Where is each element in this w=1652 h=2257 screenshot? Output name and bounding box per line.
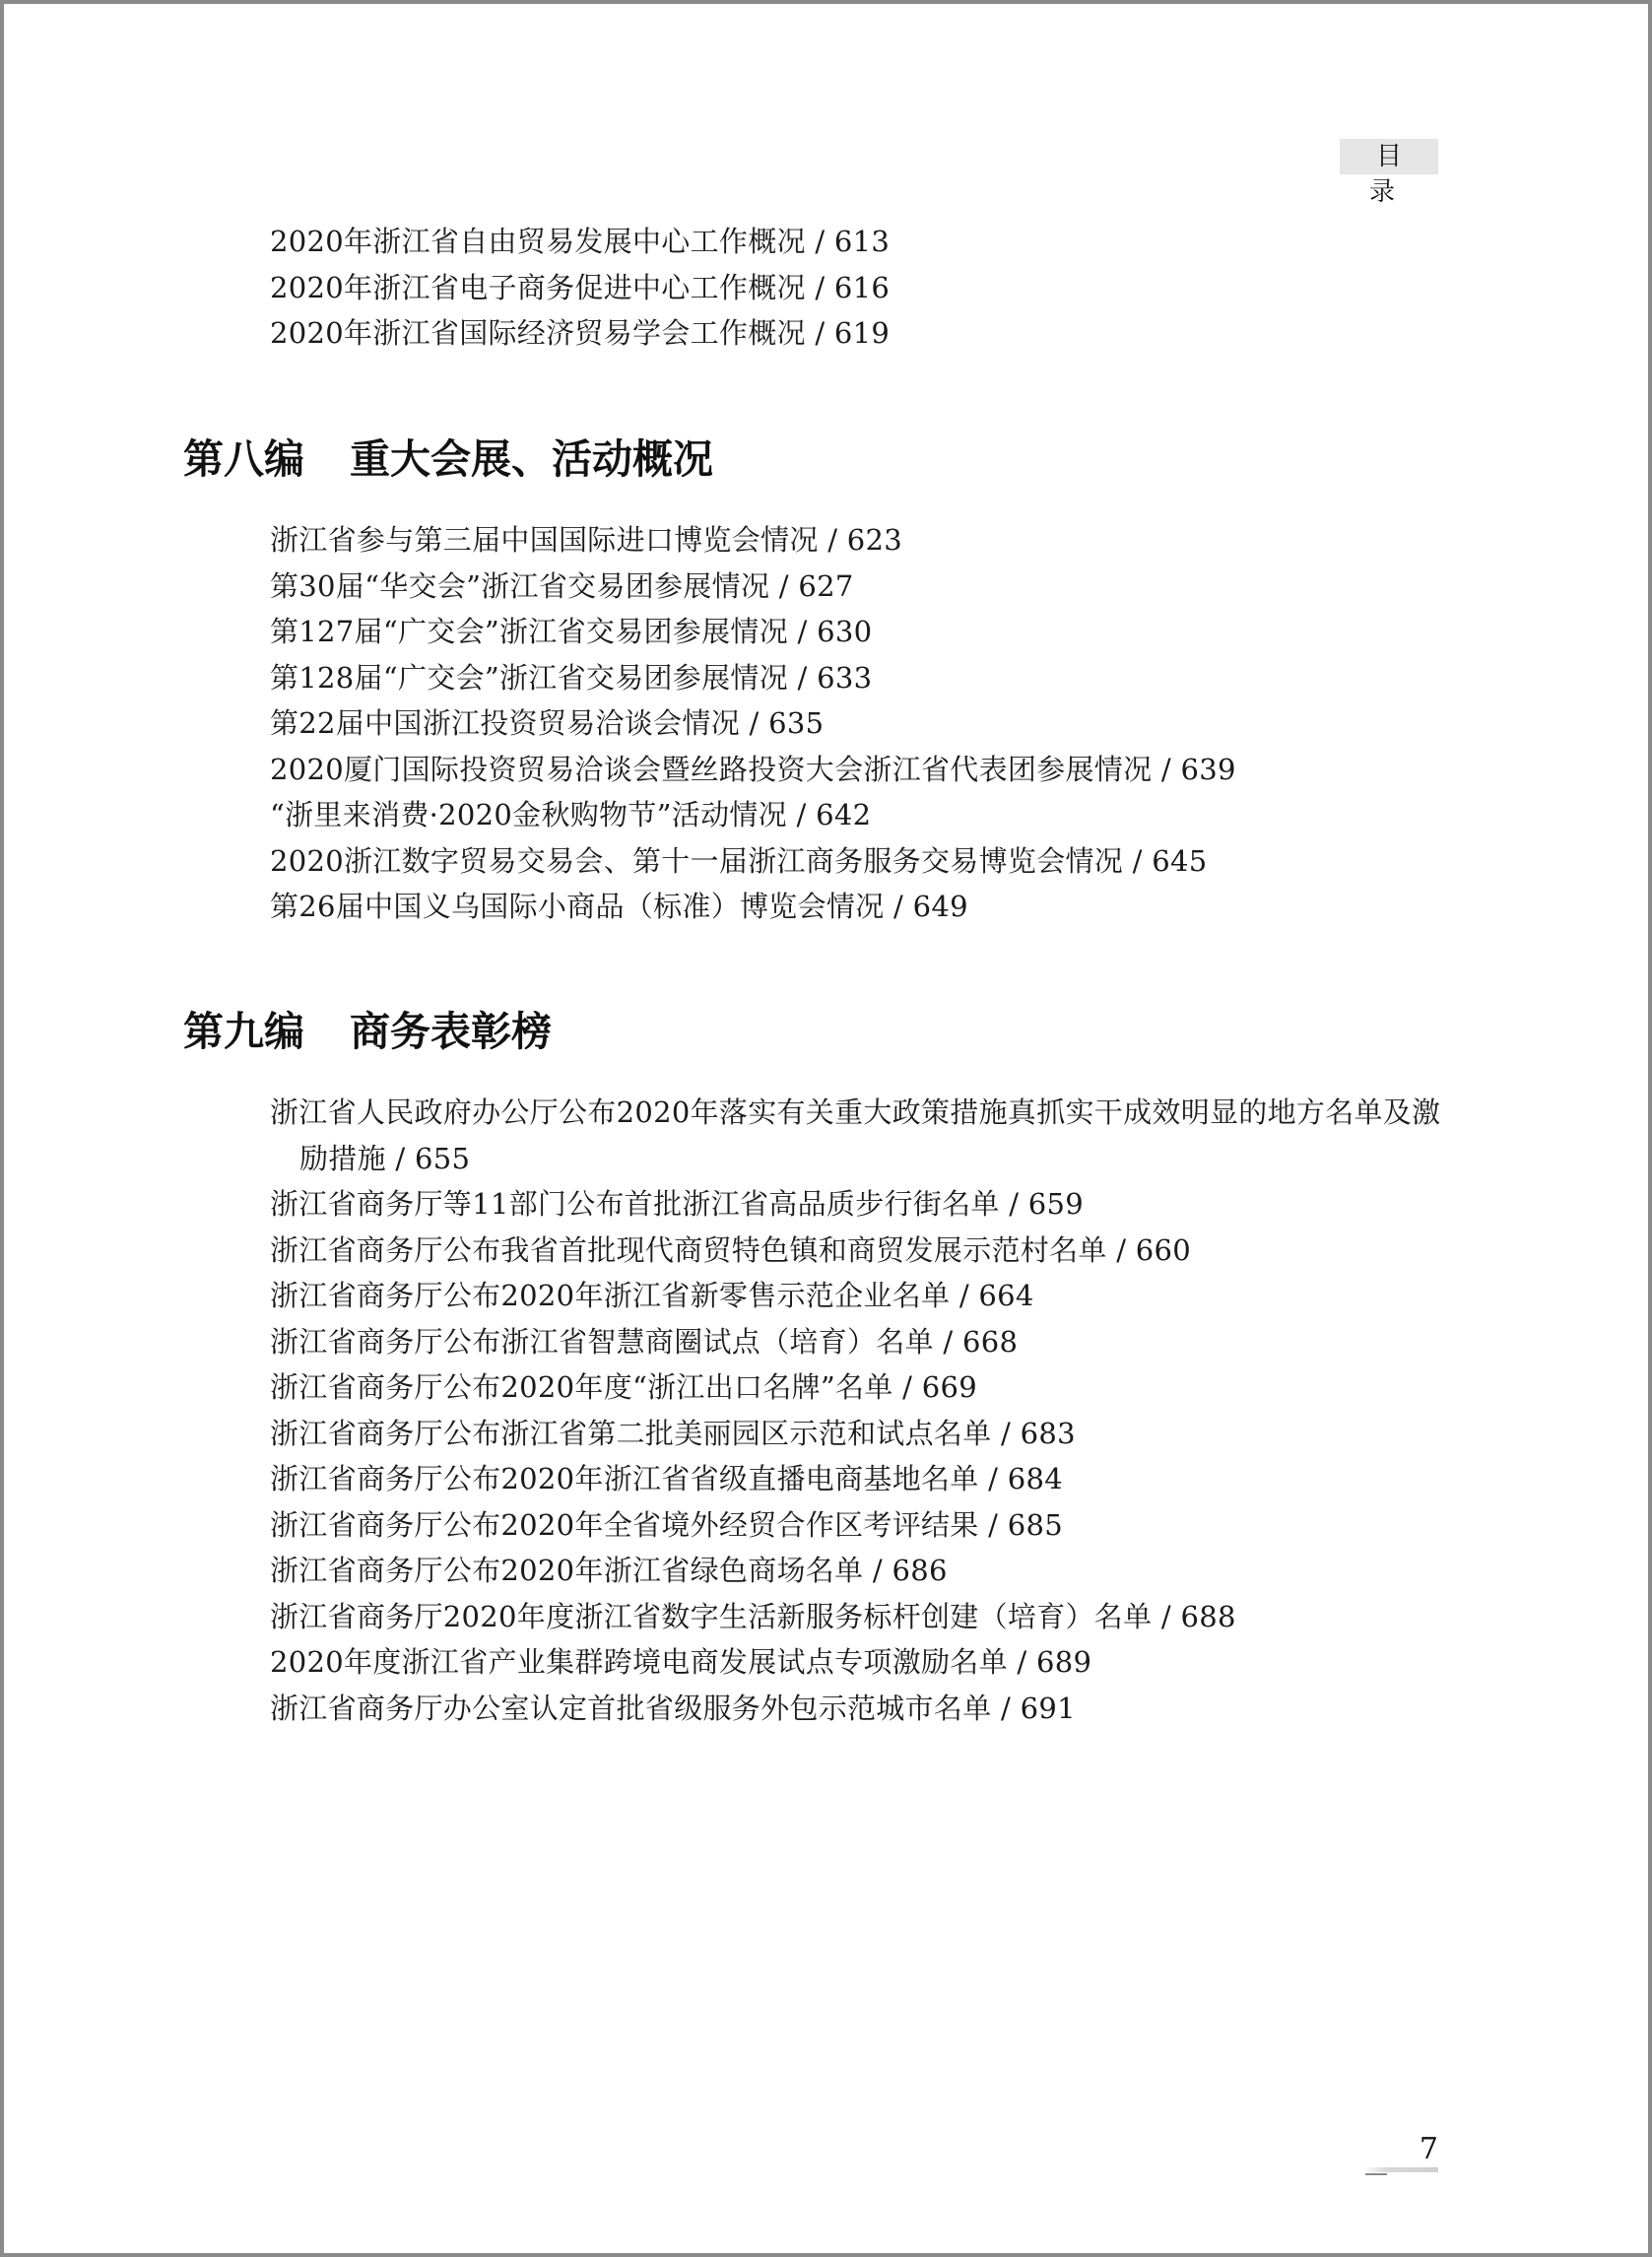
toc-entry[interactable]: 浙江省商务厅2020年度浙江省数字生活新服务标杆创建（培育）名单 / 688 (270, 1599, 1236, 1633)
toc-entry-multiline[interactable] (270, 1090, 1440, 1181)
footer-rule (1363, 2167, 1438, 2172)
top-entry-list (270, 219, 890, 357)
toc-entry[interactable]: 浙江省商务厅公布浙江省第二批美丽园区示范和试点名单 / 683 (270, 1416, 1076, 1450)
toc-entry[interactable]: 第127届“广交会”浙江省交易团参展情况 / 630 (270, 615, 873, 648)
toc-entry[interactable]: 第22届中国浙江投资贸易洽谈会情况 / 635 (270, 706, 825, 740)
toc-entry[interactable]: 浙江省商务厅公布浙江省智慧商圈试点（培育）名单 / 668 (270, 1324, 1019, 1359)
toc-entry[interactable]: 2020年浙江省自由贸易发展中心工作概况 / 613 (270, 225, 891, 258)
toc-entry[interactable]: 2020厦门国际投资贸易洽谈会暨丝路投资大会浙江省代表团参展情况 / 639 (270, 752, 1236, 786)
toc-entry[interactable]: 2020浙江数字贸易交易会、第十一届浙江商务服务交易博览会情况 / 645 (270, 843, 1208, 878)
toc-entry[interactable]: 2020年浙江省国际经济贸易学会工作概况 / 619 (270, 316, 891, 350)
toc-entry[interactable]: 浙江省商务厅公布2020年全省境外经贸合作区考评结果 / 685 (270, 1507, 1063, 1542)
section-title: 重大会展、活动概况 (350, 435, 713, 483)
toc-entry[interactable]: 2020年度浙江省产业集群跨境电商发展试点专项激励名单 / 689 (270, 1645, 1092, 1679)
section-number: 第八编 (183, 435, 304, 483)
toc-entry[interactable]: 浙江省商务厅公布2020年浙江省绿色商场名单 / 686 (270, 1554, 948, 1587)
toc-entry[interactable]: 浙江省商务厅公布2020年度“浙江出口名牌”名单 / 669 (270, 1370, 978, 1404)
section-title: 商务表彰榜 (350, 1008, 552, 1055)
toc-entry[interactable]: “浙里来消费·2020金秋购物节”活动情况 / 642 (270, 798, 872, 831)
toc-entry[interactable]: 浙江省商务厅等11部门公布首批浙江省高品质步行街名单 / 659 (270, 1187, 1085, 1221)
toc-entry[interactable]: 第30届“华交会”浙江省交易团参展情况 / 627 (270, 568, 854, 603)
section-8-entry-list (270, 517, 1236, 930)
section-9-entry-list (270, 1090, 1440, 1731)
toc-entry-line: 浙江省人民政府办公厅公布2020年落实有关重大政策措施真抓实干成效明显的地方名单及激 (270, 1095, 1441, 1129)
toc-entry[interactable]: 第128届“广交会”浙江省交易团参展情况 / 633 (270, 660, 873, 695)
section-heading-9 (183, 1004, 552, 1059)
toc-entry[interactable]: 浙江省商务厅办公室认定首批省级服务外包示范城市名单 / 691 (270, 1691, 1076, 1725)
toc-entry[interactable]: 浙江省商务厅公布我省首批现代商贸特色镇和商贸发展示范村名单 / 660 (270, 1232, 1192, 1267)
toc-entry[interactable]: 2020年浙江省电子商务促进中心工作概况 / 616 (270, 270, 891, 304)
toc-entry-continuation: 励措施 / 655 (299, 1141, 471, 1175)
toc-entry[interactable]: 浙江省商务厅公布2020年浙江省新零售示范企业名单 / 664 (270, 1279, 1034, 1312)
toc-entry[interactable]: 浙江省参与第三届中国国际进口博览会情况 / 623 (270, 523, 903, 557)
toc-entry[interactable]: 浙江省商务厅公布2020年浙江省省级直播电商基地名单 / 684 (270, 1462, 1063, 1495)
footer-rule-accent (1365, 2173, 1387, 2175)
toc-entry[interactable]: 第26届中国义乌国际小商品（标准）博览会情况 / 649 (270, 890, 968, 923)
section-number: 第九编 (183, 1008, 304, 1055)
page-number: 7 (1419, 2132, 1438, 2166)
running-header: 目 录 (1340, 139, 1438, 174)
section-heading-8 (183, 431, 713, 487)
